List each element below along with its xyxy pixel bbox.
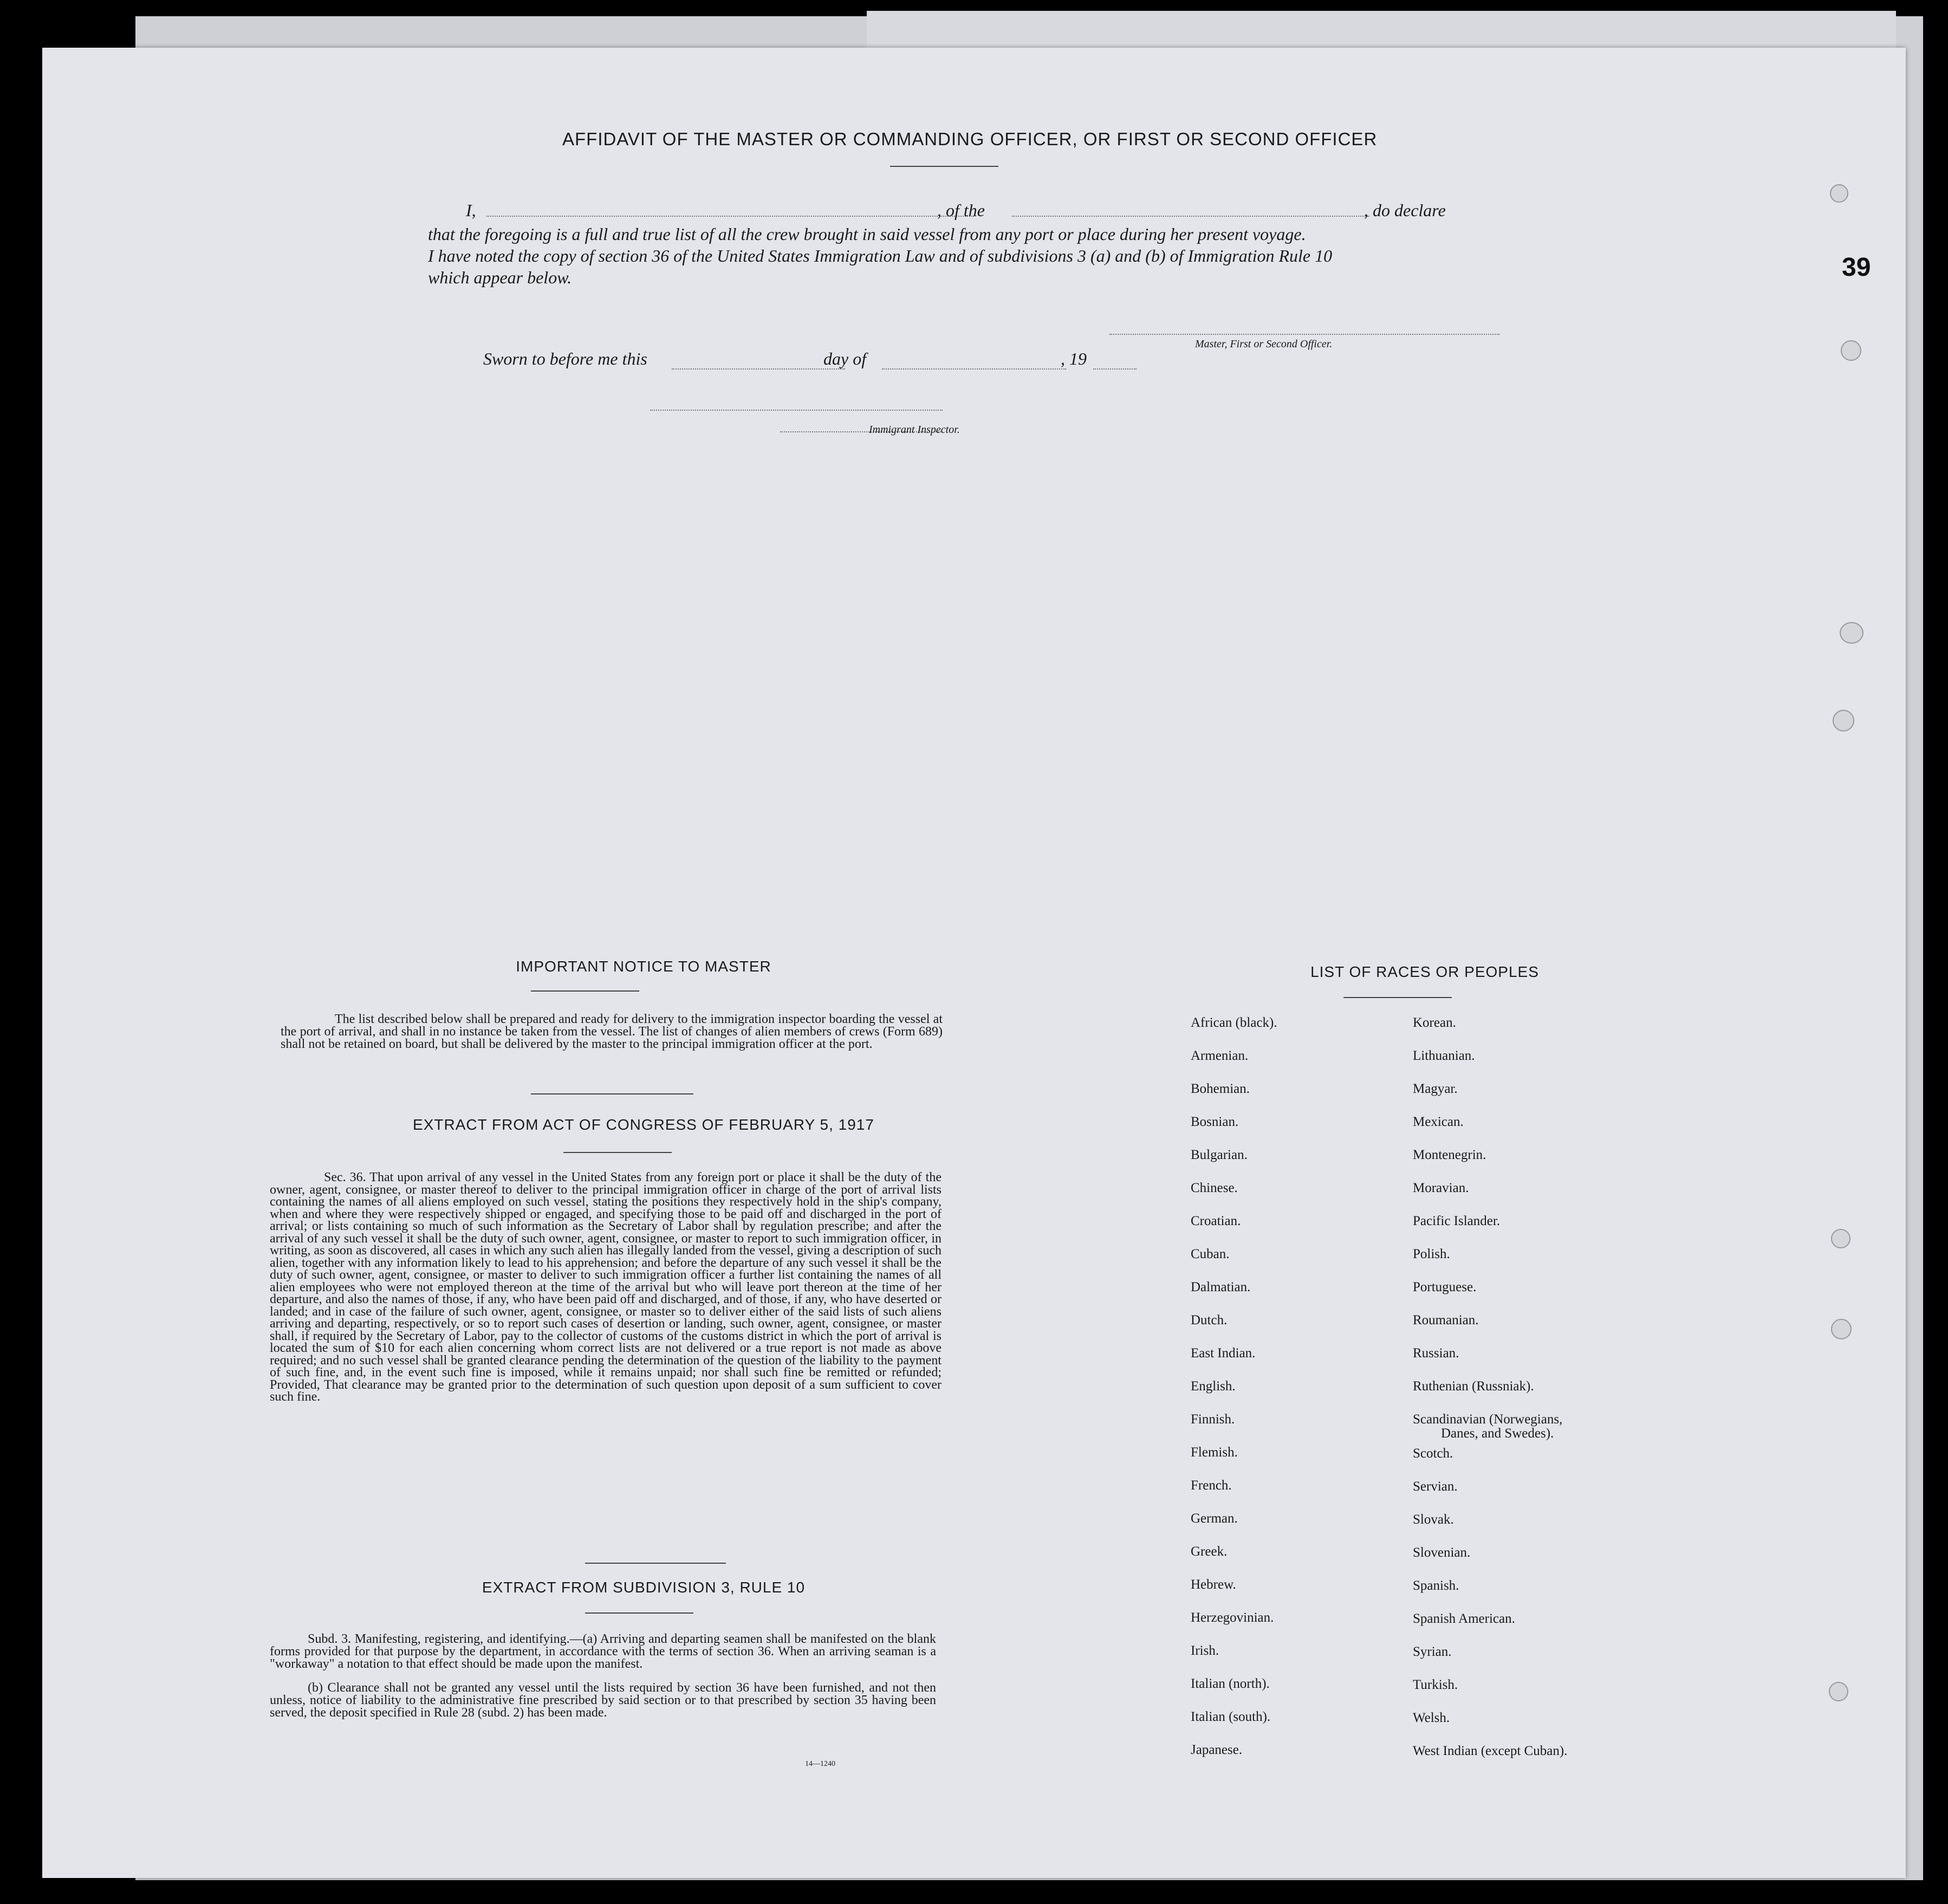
race-item: Hebrew.	[1191, 1577, 1236, 1592]
punch-hole	[1831, 1319, 1852, 1339]
punch-hole	[1831, 1229, 1850, 1248]
day-field[interactable]	[672, 368, 845, 370]
race-item: Pacific Islander.	[1413, 1214, 1501, 1228]
affidavit-line3: which appear below.	[428, 268, 572, 287]
divider	[531, 990, 639, 992]
race-item: Bulgarian.	[1191, 1148, 1248, 1162]
divider	[531, 1093, 693, 1095]
race-item: Servian.	[1413, 1479, 1458, 1494]
punch-hole	[1829, 1682, 1848, 1701]
race-item: East Indian.	[1191, 1346, 1256, 1361]
rule-text-b: (b) Clearance shall not be granted any vessel until the lists required by section 36 have been furnished, and not then unless, notice of liability to the administrative fine prescribed by said section or to that prescribed by section 35 having been served, the deposit specified in Rule 28 (subd. 2) has been made.	[270, 1681, 936, 1720]
race-item: Irish.	[1191, 1643, 1219, 1658]
race-item: Finnish.	[1191, 1412, 1235, 1427]
master-signature-field[interactable]	[1109, 334, 1499, 335]
affidavit-line2: I have noted the copy of section 36 of the United States Immigration Law and of subdivisions 3 (a) and (b) of Immigration Rule 10	[428, 246, 1333, 265]
race-item: Italian (south).	[1191, 1709, 1271, 1724]
race-item: Korean.	[1413, 1015, 1456, 1030]
vessel-field[interactable]	[1012, 216, 1369, 217]
punch-hole	[1841, 340, 1861, 361]
race-item: Polish.	[1413, 1247, 1450, 1261]
day-of-label: day of	[823, 349, 867, 368]
race-item: Roumanian.	[1413, 1313, 1479, 1327]
divider	[563, 1152, 672, 1153]
year-label: , 19	[1061, 349, 1087, 368]
act-text: Sec. 36. That upon arrival of any vessel in the United States from any foreign port or place it shall be the duty of the owner, agent, consignee, or master thereof to deliver to the principal immigration officer in charge of the port of arrival lists containing the names of all aliens employed on such vessel, stating the positions they respectively hold in the ship's company, when and where they were respectively shipped or engaged, and specifying those to be paid off and discharged in the port of arrival; or lists containing so much of such information as the Secretary of Labor shall by regulation prescribe; and after the arrival of any such vessel it shall be the duty of such owner, agent, consignee, or master to report to such immigration officer, in writing, as soon as discovered, all cases in which any such alien has illegally landed from the vessel, giving a description of such alien, together with any information likely to lead to his apprehension; and before the departure of any such vessel it shall be the duty of such owner, agent, consignee, or master to deliver to such immigration officer a further list containing the names of all alien employees who were not employed thereon at the time of the arrival but who will leave port thereon at the time of her departure, and also the names of those, if any, who have been paid off and discharged, and of those, if any, who have deserted or landed; and in case of the failure of such owner, agent, consignee, or master so to deliver either of the said lists of such aliens arriving and departing, respectively, or so to report such cases of desertion or landing, such owner, agent, consignee, or master shall, if required by the Secretary of Labor, pay to the collector of customs of the customs district in which the port of arrival is located the sum of $10 for each alien concerning whom correct lists are not delivered or a true report is not made as above required; and no such vessel shall be granted clearance pending the determination of the question of the liability to the payment of such fine, and, in the event such fine is imposed, while it remains unpaid; nor shall such fine be remitted or refunded; Provided, That clearance may be granted prior to the determination of such question upon deposit of a sum sufficient to cover such fine.	[270, 1170, 941, 1404]
notice-text: The list described below shall be prepared and ready for delivery to the immigration inspector boarding the vessel at the port of arrival, and shall in no instance be taken from the vessel. The list of changes of alien members of crews (Form 689) shall not be retained on board, but shall be delivered by the master to the principal immigration officer at the port.	[281, 1012, 943, 1051]
race-item: Slovak.	[1413, 1512, 1454, 1527]
race-item: West Indian (except Cuban).	[1413, 1744, 1568, 1758]
race-item: Lithuanian.	[1413, 1048, 1475, 1063]
divider	[1343, 997, 1452, 998]
affidavit-i: I,	[466, 200, 476, 220]
affidavit-do-declare: , do declare	[1364, 200, 1446, 220]
race-item: French.	[1191, 1478, 1232, 1493]
race-item: African (black).	[1191, 1015, 1277, 1030]
race-item: Spanish.	[1413, 1578, 1459, 1593]
master-caption: Master, First or Second Officer.	[1195, 338, 1333, 350]
race-item: Portuguese.	[1413, 1280, 1477, 1294]
race-item: Bosnian.	[1191, 1115, 1239, 1129]
race-item: English.	[1191, 1379, 1236, 1394]
name-field[interactable]	[486, 216, 974, 217]
divider	[585, 1612, 693, 1614]
month-field[interactable]	[882, 368, 1066, 370]
affidavit-title: AFFIDAVIT OF THE MASTER OR COMMANDING OFFICER, OR FIRST OR SECOND OFFICER	[562, 129, 1378, 149]
affidavit-of-the: , of the	[937, 200, 985, 220]
divider	[585, 1563, 726, 1564]
punch-hole	[1830, 184, 1848, 203]
race-item: Moravian.	[1413, 1181, 1469, 1195]
race-item: Chinese.	[1191, 1181, 1238, 1195]
race-item: Montenegrin.	[1413, 1148, 1486, 1162]
race-item: Magyar.	[1413, 1081, 1458, 1096]
race-item: Cuban.	[1191, 1247, 1230, 1261]
race-item: Herzegovinian.	[1191, 1610, 1274, 1625]
race-item: Japanese.	[1191, 1743, 1243, 1757]
inspector-caption: Immigrant Inspector.	[869, 424, 960, 436]
race-item: Russian.	[1413, 1346, 1459, 1361]
race-item: Scotch.	[1413, 1446, 1453, 1461]
race-item: Mexican.	[1413, 1115, 1464, 1129]
race-item: Armenian.	[1191, 1048, 1249, 1063]
form-number: 14—1240	[805, 1760, 835, 1768]
page-number: 39	[1842, 253, 1871, 282]
race-item: Ruthenian (Russniak).	[1413, 1379, 1534, 1394]
race-item: Turkish.	[1413, 1678, 1458, 1692]
race-item: Syrian.	[1413, 1644, 1452, 1659]
punch-hole	[1840, 622, 1863, 644]
race-item-cont: Danes, and Swedes).	[1441, 1426, 1554, 1441]
race-item: Dalmatian.	[1191, 1280, 1251, 1294]
notice-heading: IMPORTANT NOTICE TO MASTER	[516, 958, 771, 975]
divider	[890, 166, 998, 167]
rule-heading: EXTRACT FROM SUBDIVISION 3, RULE 10	[482, 1579, 806, 1596]
race-item: Greek.	[1191, 1544, 1228, 1559]
race-item: Slovenian.	[1413, 1545, 1471, 1560]
race-item: Dutch.	[1191, 1313, 1228, 1327]
race-item: Welsh.	[1413, 1711, 1450, 1725]
race-item: German.	[1191, 1511, 1238, 1526]
race-item: Scandinavian (Norwegians,	[1413, 1412, 1563, 1427]
form-page	[42, 48, 1906, 1878]
affidavit-line1: that the foregoing is a full and true list of all the crew brought in said vessel from any port or place during her present voyage.	[428, 224, 1306, 244]
race-item: Flemish.	[1191, 1445, 1238, 1460]
sworn-label: Sworn to before me this	[483, 349, 647, 368]
race-item: Bohemian.	[1191, 1081, 1250, 1096]
act-heading: EXTRACT FROM ACT OF CONGRESS OF FEBRUARY 5, 1917	[413, 1116, 874, 1133]
punch-hole	[1833, 710, 1854, 731]
races-heading: LIST OF RACES OR PEOPLES	[1310, 963, 1539, 980]
race-item: Spanish American.	[1413, 1611, 1515, 1626]
race-item: Italian (north).	[1191, 1676, 1270, 1691]
year-field[interactable]	[1093, 368, 1137, 370]
rule-text-a: Subd. 3. Manifesting, registering, and identifying.—(a) Arriving and departing seamen shall be manifested on the blank forms provided for that purpose by the department, in accordance with the terms of section 36. When an arriving seaman is a "workaway" a notation to that effect should be made upon the manifest.	[270, 1632, 936, 1671]
race-item: Croatian.	[1191, 1214, 1241, 1228]
inspector-signature-field[interactable]	[650, 410, 943, 411]
